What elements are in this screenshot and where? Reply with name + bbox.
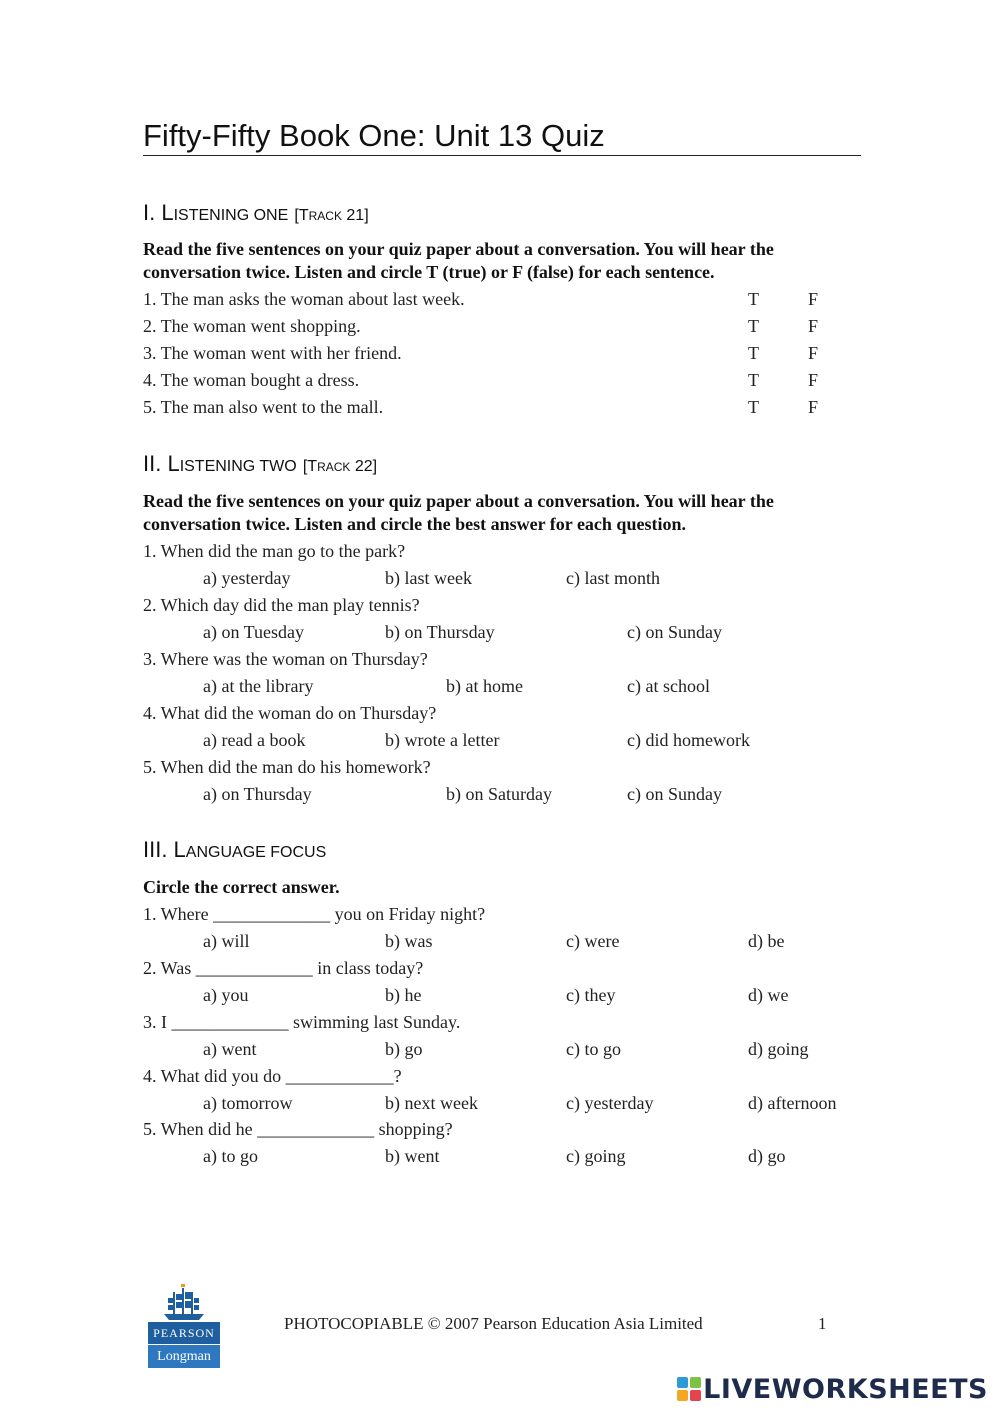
answer-option[interactable]: d) be xyxy=(748,931,785,951)
answer-option[interactable]: c) on Sunday xyxy=(627,622,722,642)
false-option[interactable]: F xyxy=(808,343,819,363)
section-2-heading: II. LISTENING TWO [TRACK 22] xyxy=(143,451,378,476)
answer-option[interactable]: b) on Thursday xyxy=(385,622,495,642)
section-1-heading: I. LISTENING ONE [TRACK 21] xyxy=(143,200,369,225)
false-option[interactable]: F xyxy=(808,370,819,390)
question: 1. Where _____________ you on Friday night? xyxy=(143,904,486,924)
question: 2. Was _____________ in class today? xyxy=(143,958,424,978)
answer-option[interactable]: c) last month xyxy=(566,568,660,588)
answer-option[interactable]: b) next week xyxy=(385,1093,478,1113)
true-option[interactable]: T xyxy=(748,316,759,336)
question: 1. When did the man go to the park? xyxy=(143,541,406,561)
tf-statement: 3. The woman went with her friend. xyxy=(143,343,402,363)
question: 4. What did you do ____________? xyxy=(143,1066,402,1086)
answer-option[interactable]: b) on Saturday xyxy=(446,784,552,804)
section-3-heading: III. LANGUAGE FOCUS xyxy=(143,837,327,862)
answer-option[interactable]: a) on Tuesday xyxy=(203,622,305,642)
true-option[interactable]: T xyxy=(748,370,759,390)
tf-statement: 4. The woman bought a dress. xyxy=(143,370,360,390)
section-1-instructions: Read the five sentences on your quiz paper about a conversation. You will hear the conversation twice. Listen and circle T (true) or F (false) for each sentence. xyxy=(143,239,774,282)
longman-wordmark: Longman xyxy=(148,1345,220,1368)
answer-option[interactable]: b) went xyxy=(385,1146,440,1166)
answer-option[interactable]: c) they xyxy=(566,985,616,1005)
answer-option[interactable]: b) he xyxy=(385,985,422,1005)
answer-option[interactable]: a) tomorrow xyxy=(203,1093,293,1113)
false-option[interactable]: F xyxy=(808,316,819,336)
ship-icon xyxy=(148,1284,220,1322)
answer-option[interactable]: c) going xyxy=(566,1146,626,1166)
section-3-instructions: Circle the correct answer. xyxy=(143,877,340,897)
answer-option[interactable]: d) afternoon xyxy=(748,1093,837,1113)
answer-option[interactable]: a) at the library xyxy=(203,676,314,696)
answer-option[interactable]: a) read a book xyxy=(203,730,306,750)
liveworksheets-wordmark: LIVEWORKSHEETS xyxy=(703,1373,988,1405)
question: 4. What did the woman do on Thursday? xyxy=(143,703,437,723)
answer-option[interactable]: c) at school xyxy=(627,676,710,696)
question: 3. Where was the woman on Thursday? xyxy=(143,649,428,669)
answer-option[interactable]: d) we xyxy=(748,985,789,1005)
answer-option[interactable]: b) last week xyxy=(385,568,472,588)
answer-option[interactable]: a) went xyxy=(203,1039,257,1059)
tf-statement: 5. The man also went to the mall. xyxy=(143,397,384,417)
liveworksheets-logo-icon xyxy=(677,1377,701,1401)
answer-option[interactable]: c) did homework xyxy=(627,730,750,750)
answer-option[interactable]: a) on Thursday xyxy=(203,784,312,804)
copyright-notice: PHOTOCOPIABLE © 2007 Pearson Education Asia Limited xyxy=(284,1314,703,1333)
page-title: Fifty-Fifty Book One: Unit 13 Quiz xyxy=(143,118,605,153)
section-2-instructions: Read the five sentences on your quiz paper about a conversation. You will hear the conversation twice. Listen and circle the best answer for each question. xyxy=(143,491,774,534)
true-option[interactable]: T xyxy=(748,397,759,417)
question: 3. I _____________ swimming last Sunday. xyxy=(143,1012,461,1032)
question: 5. When did the man do his homework? xyxy=(143,757,431,777)
answer-option[interactable]: a) will xyxy=(203,931,250,951)
pearson-wordmark: PEARSON xyxy=(148,1322,220,1344)
answer-option[interactable]: c) yesterday xyxy=(566,1093,654,1113)
false-option[interactable]: F xyxy=(808,397,819,417)
title-divider xyxy=(143,155,861,156)
question: 5. When did he _____________ shopping? xyxy=(143,1119,453,1139)
answer-option[interactable]: b) at home xyxy=(446,676,523,696)
question: 2. Which day did the man play tennis? xyxy=(143,595,420,615)
answer-option[interactable]: c) were xyxy=(566,931,620,951)
answer-option[interactable]: a) you xyxy=(203,985,249,1005)
false-option[interactable]: F xyxy=(808,289,819,309)
answer-option[interactable]: d) go xyxy=(748,1146,786,1166)
answer-option[interactable]: c) to go xyxy=(566,1039,621,1059)
answer-option[interactable]: b) go xyxy=(385,1039,423,1059)
liveworksheets-watermark xyxy=(677,1372,988,1406)
pearson-longman-logo xyxy=(148,1284,220,1368)
answer-option[interactable]: a) to go xyxy=(203,1146,258,1166)
answer-option[interactable]: c) on Sunday xyxy=(627,784,722,804)
true-option[interactable]: T xyxy=(748,289,759,309)
answer-option[interactable]: d) going xyxy=(748,1039,809,1059)
true-option[interactable]: T xyxy=(748,343,759,363)
tf-statement: 1. The man asks the woman about last week. xyxy=(143,289,465,309)
tf-statement: 2. The woman went shopping. xyxy=(143,316,361,336)
answer-option[interactable]: a) yesterday xyxy=(203,568,291,588)
page-number: 1 xyxy=(818,1314,827,1333)
answer-option[interactable]: b) wrote a letter xyxy=(385,730,500,750)
answer-option[interactable]: b) was xyxy=(385,931,433,951)
